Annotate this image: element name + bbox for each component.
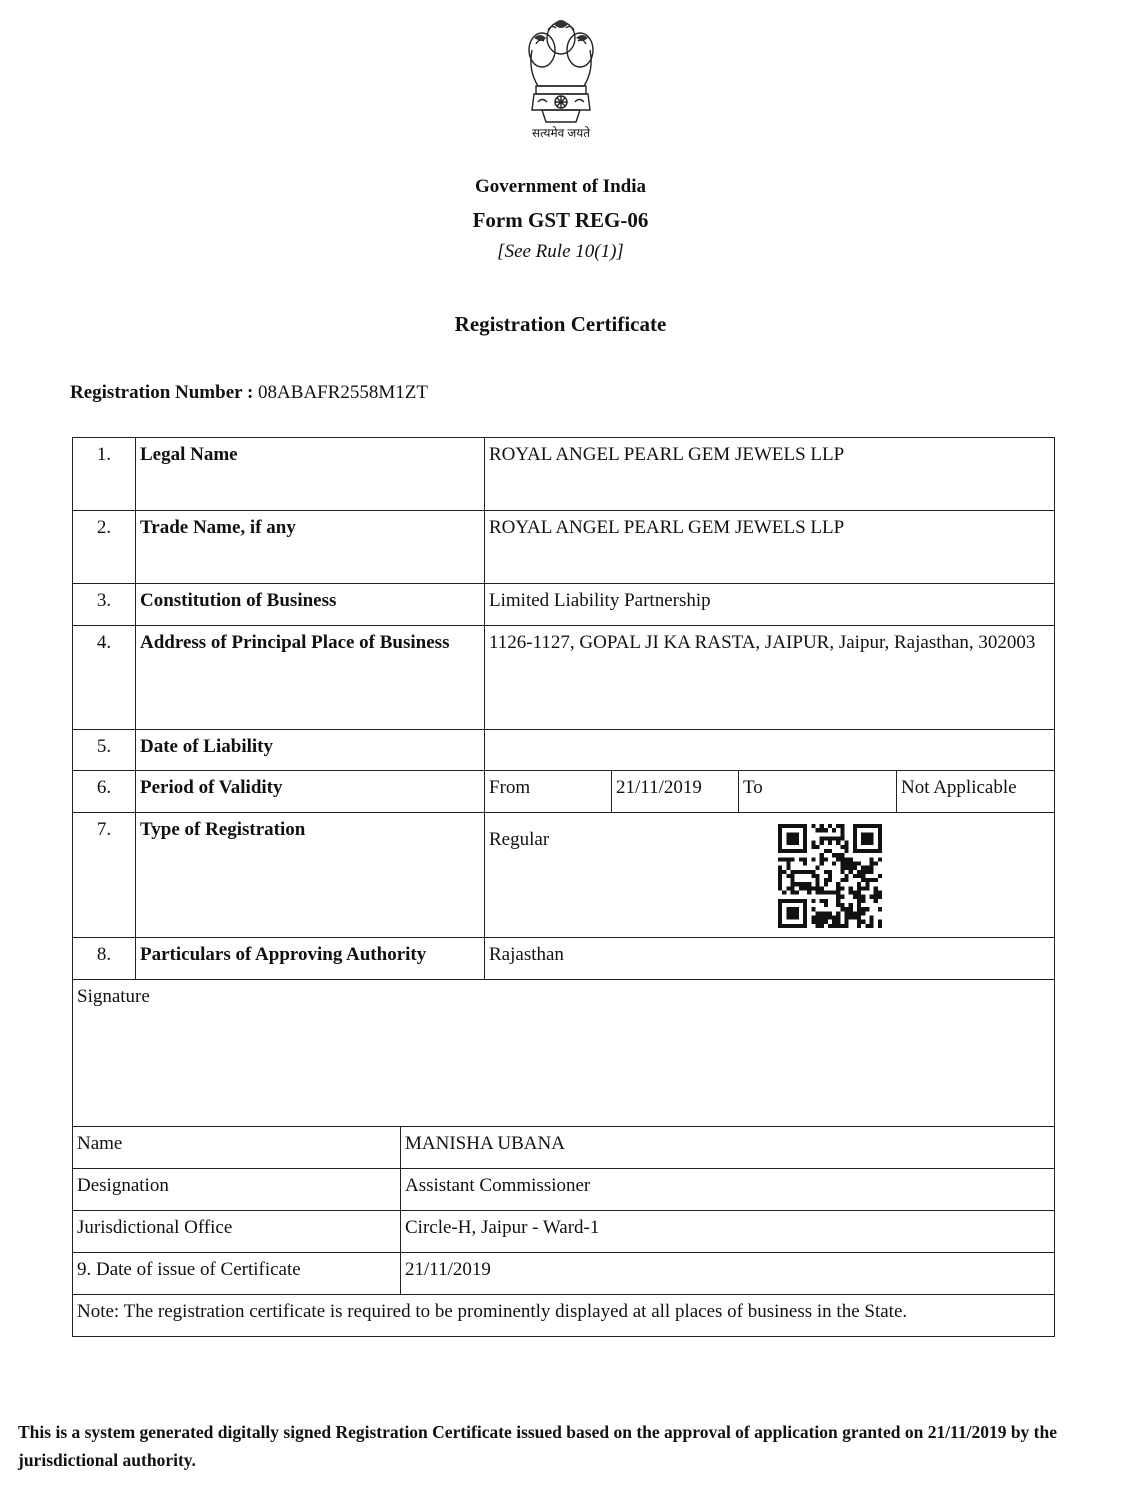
row-value: 1126-1127, GOPAL JI KA RASTA, JAIPUR, Jaipur, Rajasthan, 302003 [485,626,1055,730]
validity-to-label: To [739,771,897,813]
name-value: MANISHA UBANA [401,1127,1055,1169]
row-number: 3. [73,584,136,626]
row-value: ROYAL ANGEL PEARL GEM JEWELS LLP [485,511,1055,584]
table-row [73,771,1055,813]
certificate-title: Registration Certificate [454,312,667,336]
row-label: Type of Registration [136,813,485,938]
row-number: 5. [73,730,136,771]
row-number: 8. [73,938,136,980]
row-label: Period of Validity [136,771,485,813]
signature-table [72,979,1055,1337]
registration-number-value: 08ABAFR2558M1ZT [258,382,429,403]
validity-from-value: 21/11/2019 [612,771,739,813]
name-label: Name [73,1127,401,1169]
validity-from-label: From [485,771,612,813]
row-number: 2. [73,511,136,584]
table-row [73,1253,1055,1295]
table-row [73,1127,1055,1169]
form-title: Form GST REG-06 [472,208,649,232]
table-row [73,584,1055,626]
validity-to-value: Not Applicable [897,771,1055,813]
rule-reference: [See Rule 10(1)] [497,241,624,262]
row-label: Constitution of Business [136,584,485,626]
issue-date-value: 21/11/2019 [401,1253,1055,1295]
table-row [73,1169,1055,1211]
row-label: Address of Principal Place of Business [136,626,485,730]
designation-label: Designation [73,1169,401,1211]
row-label: Date of Liability [136,730,485,771]
registration-number-label: Registration Number : [70,382,254,403]
row-number: 1. [73,438,136,511]
national-emblem-icon [518,10,604,142]
issue-date-label: 9. Date of issue of Certificate [73,1253,401,1295]
table-row [73,980,1055,1127]
table-row [73,938,1055,980]
table-row [73,438,1055,511]
row-value: Rajasthan [485,938,1055,980]
table-row [73,626,1055,730]
row-value: Limited Liability Partnership [485,584,1055,626]
row-value [485,730,1055,771]
table-row [73,813,1055,938]
government-heading: Government of India [475,176,646,197]
registration-number [70,382,428,404]
row-label: Trade Name, if any [136,511,485,584]
row-value: ROYAL ANGEL PEARL GEM JEWELS LLP [485,438,1055,511]
row-number: 7. [73,813,136,938]
row-number: 4. [73,626,136,730]
table-row [73,730,1055,771]
row-value: Regular [485,813,1055,938]
footer-statement: This is a system generated digitally signed Registration Certificate issued based on the approval of application granted on 21/11/2019 by the jurisdictional authority. [18,1422,1058,1470]
row-number: 6. [73,771,136,813]
designation-value: Assistant Commissioner [401,1169,1055,1211]
display-note: Note: The registration certificate is required to be prominently displayed at all places of business in the State. [73,1295,1055,1337]
registration-details-table [72,437,1055,980]
row-label: Particulars of Approving Authority [136,938,485,980]
office-value: Circle-H, Jaipur - Ward-1 [401,1211,1055,1253]
qr-code-icon [778,824,882,928]
emblem-motto: सत्यमेव जयते [531,126,591,140]
table-row [73,511,1055,584]
signature-label: Signature [73,980,1055,1127]
office-label: Jurisdictional Office [73,1211,401,1253]
table-row [73,1211,1055,1253]
row-label: Legal Name [136,438,485,511]
table-row [73,1295,1055,1337]
